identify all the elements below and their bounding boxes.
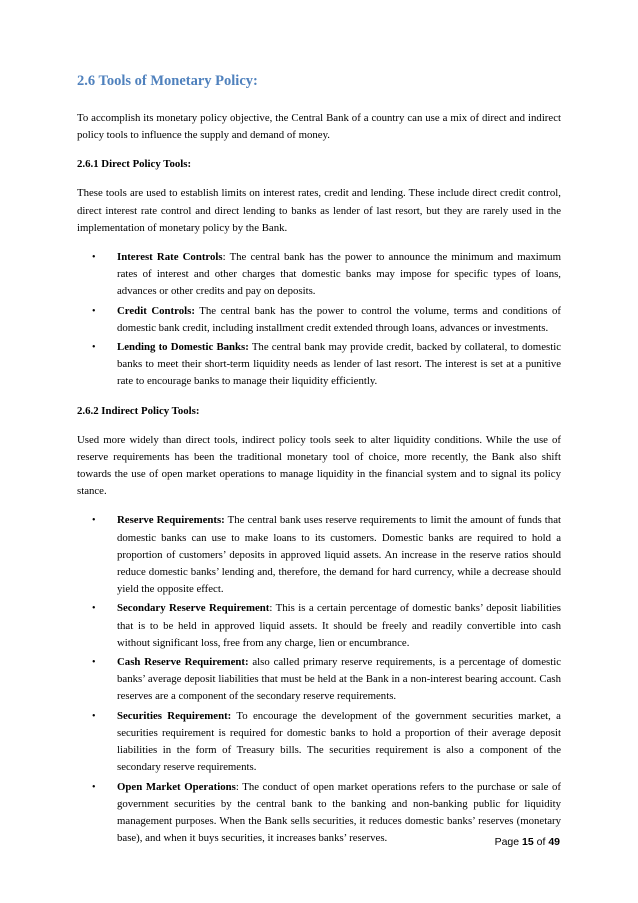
list-item — [92, 654, 561, 706]
list-item-term: Lending to Domestic Banks: — [117, 341, 249, 354]
bullet-icon: • — [92, 342, 96, 354]
list-item — [92, 303, 561, 337]
list-item-text: The central bank has the power to control the volume, terms and conditions of domestic bank credit, including installment credit extended through loans, advances or investments. — [117, 304, 561, 334]
bullet-icon: • — [92, 305, 96, 317]
bullet-icon: • — [92, 603, 96, 615]
list-item-term: Securities Requirement: — [117, 709, 232, 722]
list-item-text: The central bank may provide credit, backed by collateral, to domestic banks to meet their short-term liquidity needs as lender of last resort. The interest is set at a punitive rate to encourage banks to manage their liquidity efficiently. — [117, 341, 561, 388]
bullet-icon: • — [92, 515, 96, 527]
direct-tools-list — [77, 249, 561, 391]
list-item-term: Cash Reserve Requirement: — [117, 656, 249, 669]
list-item-text: also called primary reserve requirements, is a percentage of domestic banks’ average deposit liabilities that must be held at the Bank in a non-interest bearing account. Cash reserves are a component of the secondary reserve requirements. — [117, 656, 561, 703]
indirect-tools-paragraph: Used more widely than direct tools, indirect policy tools seek to alter liquidity conditions. While the use of reserve requirements has been the traditional monetary tool of choice, more recently, the Bank also shift towards the use of open market operations to manage liquidity in the financial system and to signal its policy stance. — [77, 433, 561, 498]
page-content — [77, 72, 561, 859]
page-footer — [495, 836, 560, 848]
indirect-tools-heading: 2.6.2 Indirect Policy Tools: — [77, 404, 200, 417]
total-pages: 49 — [548, 836, 560, 848]
bullet-icon: • — [92, 657, 96, 669]
list-item — [92, 600, 561, 652]
list-item — [92, 339, 561, 391]
direct-tools-heading: 2.6.1 Direct Policy Tools: — [77, 158, 192, 171]
list-item-term: Secondary Reserve Requirement — [117, 602, 270, 615]
list-item — [92, 512, 561, 598]
list-item-term: Open Market Operations — [117, 780, 236, 793]
list-item-text: To encourage the development of the government securities market, a securities requirement is required for domestic banks to hold a proportion of their average deposit liabilities in the form of Treasury bills. The securities requirement is also a component of the secondary reserve requirements. — [117, 709, 561, 774]
list-item-text: The conduct of open market operations refers to the purchase or sale of government securities by the central bank to the banking and non-banking public for liquidity management purposes. When the Bank sells securities, it reduces domestic banks’ reserves (monetary base), and when it buys securities, it increases banks’ reserves. — [117, 780, 561, 845]
list-item-term: Reserve Requirements: — [117, 514, 225, 527]
indirect-tools-list — [77, 512, 561, 847]
list-item-separator: : — [235, 780, 243, 793]
of-label: of — [536, 836, 546, 848]
list-item — [92, 249, 561, 301]
page-number: 15 — [522, 836, 534, 848]
list-item-term: Interest Rate Controls — [117, 251, 223, 264]
list-item-text: This is a certain percentage of domestic banks’ deposit liabilities that is to be held in approved liquid assets. It should be freely and readily convertible into cash without significant loss, free from any charge, lien or encumbrance. — [117, 602, 561, 649]
list-item-text: The central bank uses reserve requirements to limit the amount of funds that domestic banks can use to make loans to its customers. Domestic banks are required to hold a proportion of customers’ deposits in approved liquid assets. An increase in the reserve ratios should reduce domestic banks’ lending and, therefore, the demand for hard currency, while a decrease should yield the opposite effect. — [117, 514, 561, 596]
bullet-icon: • — [92, 710, 96, 722]
list-item-term: Credit Controls: — [117, 304, 195, 317]
list-item-separator: : — [269, 602, 276, 615]
bullet-icon: • — [92, 252, 96, 264]
list-item-separator: : — [222, 251, 230, 264]
intro-paragraph: To accomplish its monetary policy objective, the Central Bank of a country can use a mix of direct and indirect policy tools to influence the supply and demand of money. — [77, 112, 561, 142]
list-item — [92, 708, 561, 777]
page-label: Page — [494, 836, 520, 848]
bullet-icon: • — [92, 781, 96, 793]
list-item-text: The central bank has the power to announce the minimum and maximum rates of interest and other charges that domestic banks may impose for specific types of loans, advances or other credits and pay on deposits. — [117, 251, 561, 298]
section-title: 2.6 Tools of Monetary Policy: — [77, 73, 258, 89]
direct-tools-paragraph: These tools are used to establish limits on interest rates, credit and lending. These include direct credit control, direct interest rate control and direct lending to banks as lender of last resort, but they are rarely used in the implementation of monetary policy by the Bank. — [77, 187, 561, 234]
